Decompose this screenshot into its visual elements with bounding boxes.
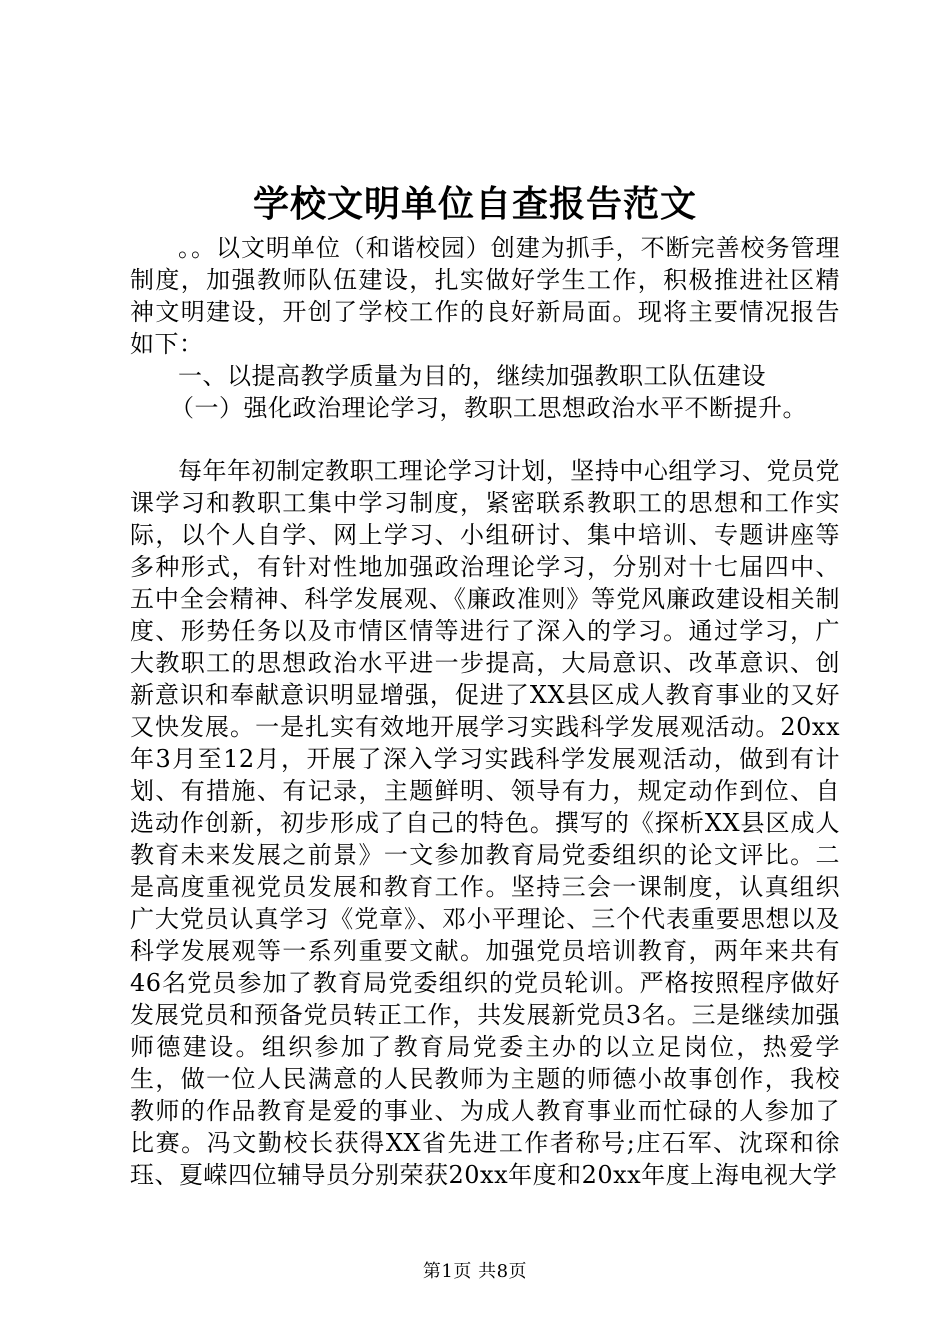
body-paragraph-1: 每年年初制定教职工理论学习计划，坚持中心组学习、党员党课学习和教职工集中学习制度，紧密联系教职工的思想和工作实际，以个人自学、网上学习、小组研讨、集中培训、专题讲座等多种形式，有针对性地加强政治理论学习，分别对十七届四中、五中全会精神、科学发展观、《廉政准则》等党风廉政建设相关制度、形势任务以及市情区情等进行了深入的学习。通过学习，广大教职工的思想政治水平进一步提高，大局意识、改革意识、创新意识和奉献意识明显增强，促进了XX县区成人教育事业的又好又快发展。一是扎实有效地开展学习实践科学发展观活动。20xx年3月至12月，开展了深入学习实践科学发展观活动，做到有计划、有措施、有记录，主题鲜明、领导有力，规定动作到位、自选动作创新，初步形成了自己的特色。撰写的《探析XX县区成人教育未来发展之前景》一文参加教育局党委组织的论文评比。二是高度重视党员发展和教育工作。坚持三会一课制度，认真组织广大党员认真学习《党章》、邓小平理论、三个代表重要思想以及科学发展观等一系列重要文献。加强党员培训教育，两年来共有46名党员参加了教育局党委组织的党员轮训。严格按照程序做好发展党员和预备党员转正工作，共发展新党员3名。三是继续加强师德建设。组织参加了教育局党委主办的以立足岗位，热爱学生，做一位人民满意的人民教师为主题的师德小故事创作，我校教师的作品教育是爱的事业、为成人教育事业而忙碌的人参加了比赛。冯文勤校长获得XX省先进工作者称号;庄石军、沈琛和徐珏、夏嵘四位辅导员分别荣获20xx年度和20xx年度上海电视大学 [130, 457, 840, 1189]
section-heading-1: 一、以提高教学质量为目的，继续加强教职工队伍建设 [178, 362, 766, 390]
document-title: 学校文明单位自查报告范文 [252, 183, 697, 225]
page-footer: 第1页 共8页 [422, 1261, 528, 1282]
intro-paragraph: 。。以文明单位（和谐校园）创建为抓手，不断完善校务管理制度，加强教师队伍建设，扎实做好学生工作，积极推进社区精神文明建设，开创了学校工作的良好新局面。现将主要情况报告如下： [130, 234, 840, 358]
subsection-heading-1-1: （一）强化政治理论学习，教职工思想政治水平不断提升。 [170, 394, 807, 422]
